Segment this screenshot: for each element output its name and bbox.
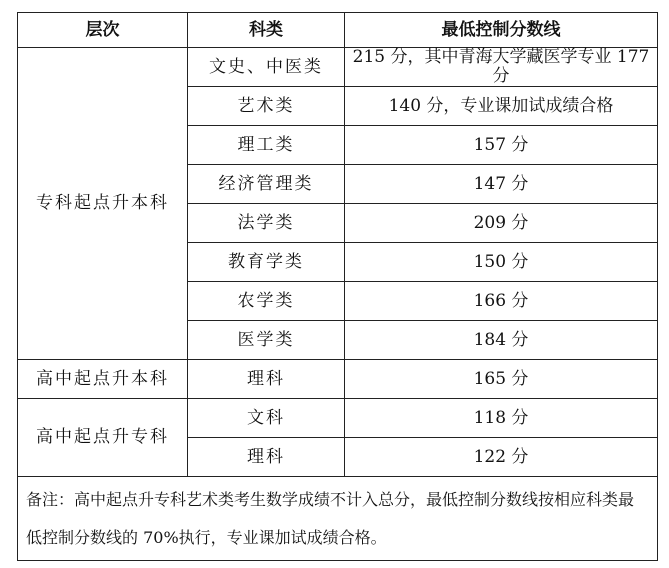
score-cell: 150 分 bbox=[345, 243, 658, 282]
note-text: 备注：高中起点升专科艺术类考生数学成绩不计入总分，最低控制分数线按相应科类最低控制分数线的 70%执行，专业课加试成绩合格。 bbox=[18, 477, 658, 561]
category-cell: 教育学类 bbox=[188, 243, 345, 282]
level-cell: 高中起点升专科 bbox=[18, 399, 188, 477]
header-level: 层次 bbox=[18, 13, 188, 48]
level-cell: 高中起点升本科 bbox=[18, 360, 188, 399]
category-cell: 理工类 bbox=[188, 126, 345, 165]
table-row bbox=[18, 360, 658, 399]
table-row bbox=[18, 399, 658, 438]
score-cell: 118 分 bbox=[345, 399, 658, 438]
note-row bbox=[18, 477, 658, 561]
category-cell: 文科 bbox=[188, 399, 345, 438]
score-cell: 209 分 bbox=[345, 204, 658, 243]
score-cell: 140 分，专业课加试成绩合格 bbox=[345, 87, 658, 126]
category-cell: 艺术类 bbox=[188, 87, 345, 126]
header-category: 科类 bbox=[188, 13, 345, 48]
category-cell: 文史、中医类 bbox=[188, 48, 345, 87]
category-cell: 法学类 bbox=[188, 204, 345, 243]
admission-score-sheet bbox=[17, 12, 657, 556]
level-cell: 专科起点升本科 bbox=[18, 48, 188, 360]
score-cell: 147 分 bbox=[345, 165, 658, 204]
table-header-row bbox=[18, 13, 658, 48]
category-cell: 经济管理类 bbox=[188, 165, 345, 204]
header-score: 最低控制分数线 bbox=[345, 13, 658, 48]
category-cell: 医学类 bbox=[188, 321, 345, 360]
score-table bbox=[17, 12, 658, 561]
score-cell: 166 分 bbox=[345, 282, 658, 321]
score-cell: 122 分 bbox=[345, 438, 658, 477]
score-cell: 157 分 bbox=[345, 126, 658, 165]
category-cell: 理科 bbox=[188, 438, 345, 477]
category-cell: 理科 bbox=[188, 360, 345, 399]
score-cell: 165 分 bbox=[345, 360, 658, 399]
score-cell: 215 分，其中青海大学藏医学专业 177 分 bbox=[345, 48, 658, 87]
table-row bbox=[18, 48, 658, 87]
category-cell: 农学类 bbox=[188, 282, 345, 321]
score-cell: 184 分 bbox=[345, 321, 658, 360]
